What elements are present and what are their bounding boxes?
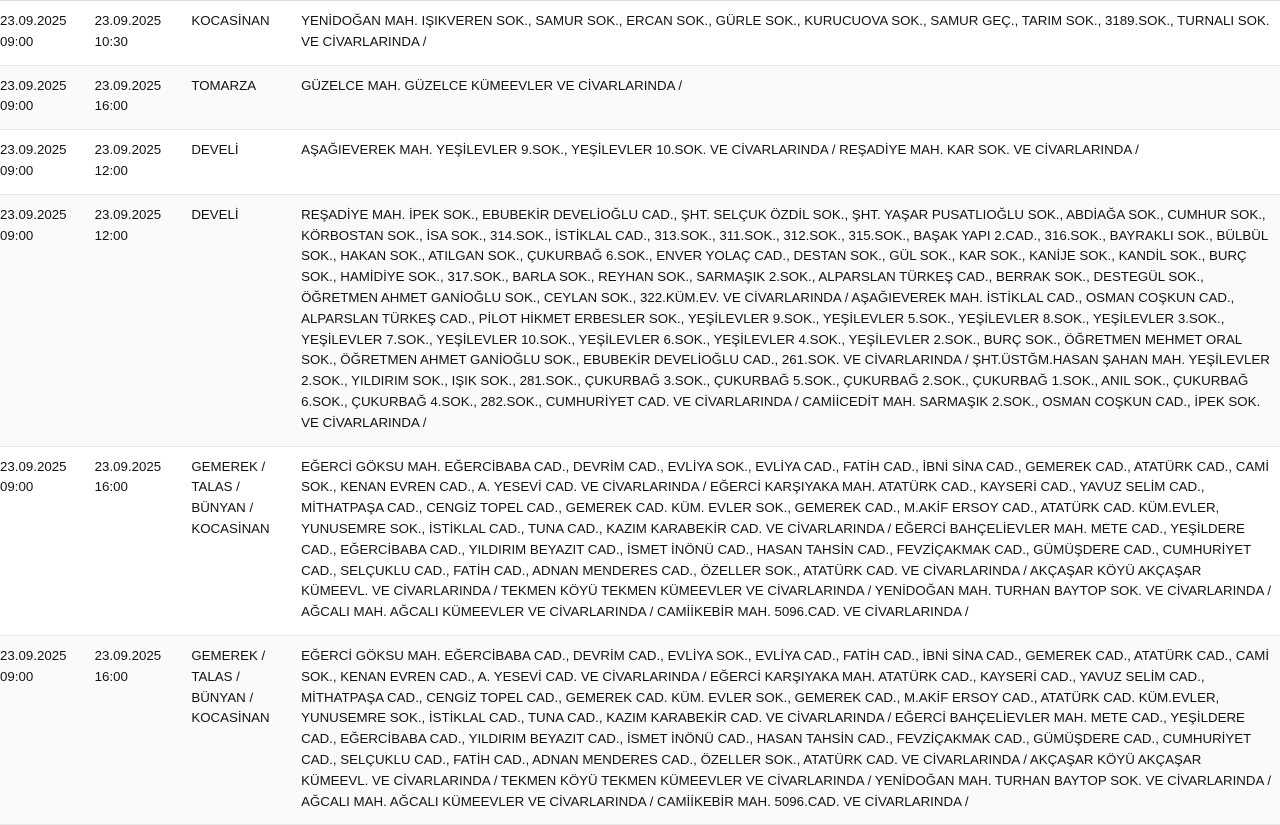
start-date: 23.09.2025 (0, 647, 67, 663)
cell-affected-areas (301, 65, 1280, 130)
table-row[interactable] (0, 1, 1280, 66)
start-date: 23.09.2025 (0, 13, 67, 28)
start-time: 09:00 (0, 98, 34, 114)
cell-start-datetime (0, 194, 95, 446)
affected-areas-text: YENİDOĞAN MAH. IŞIKVEREN SOK., SAMUR SOK., ERCAN SOK., GÜRLE SOK., KURUCUOVA SOK., SAMUR GEÇ., TARIM SOK., 3189.SOK., TURNALI SOK. VE CİVARLARINDA / (301, 13, 1270, 49)
cell-end-datetime (95, 1, 192, 66)
cell-start-datetime (0, 130, 95, 195)
cell-end-datetime (95, 194, 192, 446)
cell-affected-areas (301, 194, 1280, 446)
table-row[interactable] (0, 130, 1280, 195)
start-time: 09:00 (0, 162, 34, 178)
cell-district (191, 635, 301, 824)
end-date: 23.09.2025 (94, 206, 162, 222)
cell-district (191, 194, 301, 446)
end-date: 23.09.2025 (94, 647, 162, 663)
cell-affected-areas (301, 446, 1280, 635)
affected-areas-text: REŞADİYE MAH. İPEK SOK., EBUBEKİR DEVELİOĞLU CAD., ŞHT. SELÇUK ÖZDİL SOK., ŞHT. YAŞAR PUSATLIOĞLU SOK., ABDİAĞA SOK., CUMHUR SOK., KÖRBOSTAN SOK., İSA SOK., 314.SOK., İSTİKLAL CAD., 313.SOK., 311.SOK., 312.SOK., 315.SOK., BAŞAK YAPI 2.CAD., 316.SOK., BAYRAKLI SOK., BÜLBÜL SOK., HAKAN SOK., ATILGAN SOK., ÇUKURBAĞ 6.SOK., ENVER YOLAÇ CAD., DESTAN SOK., GÜL SOK., KAR SOK., KANİJE SOK., KANDİL SOK., BURÇ SOK., HAMİDİYE SOK., 317.SOK., BARLA SOK., REYHAN SOK., SARMAŞIK 2.SOK., ALPARSLAN TÜRKEŞ CAD., BERRAK SOK., DESTEGÜL SOK., ÖĞRETMEN AHMET GANİOĞLU SOK., CEYLAN SOK., 322.KÜM.EV. VE CİVARLARINDA / AŞAĞIEVEREK MAH. İSTİKLAL CAD., OSMAN COŞKUN CAD., ALPARSLAN TÜRKEŞ CAD., PİLOT HİKMET ERBESLER SOK., YEŞİLEVLER 9.SOK., YEŞİLEVLER 5.SOK., YEŞİLEVLER 8.SOK., YEŞİLEVLER 3.SOK., YEŞİLEVLER 7.SOK., YEŞİLEVLER 10.SOK., YEŞİLEVLER 6.SOK., YEŞİLEVLER 4.SOK., YEŞİLEVLER 2.SOK., BURÇ SOK., ÖĞRETMEN MEHMET ORAL SOK., ÖĞRETMEN AHMET GANİOĞLU SOK., EBUBEKİR DEVELİOĞLU CAD., 261.SOK. VE CİVARLARINDA / ŞHT.ÜSTĞM.HASAN ŞAHAN MAH. YEŞİLEVLER 2.SOK., YILDIRIM SOK., IŞIK SOK., 281.SOK., ÇUKURBAĞ 3.SOK., ÇUKURBAĞ 5.SOK., ÇUKURBAĞ 2.SOK., ÇUKURBAĞ 1.SOK., ANIL SOK., ÇUKURBAĞ 6.SOK., ÇUKURBAĞ 4.SOK., 282.SOK., CUMHURİYET CAD. VE CİVARLARINDA / CAMİİCEDİT MAH. SARMAŞIK 2.SOK., OSMAN COŞKUN CAD., İPEK SOK. VE CİVARLARINDA / (301, 206, 1270, 430)
district-name: TOMARZA (191, 77, 257, 93)
cell-end-datetime (95, 65, 192, 130)
cell-start-datetime (0, 446, 95, 635)
table-row[interactable] (0, 65, 1280, 130)
cell-district (191, 1, 301, 66)
affected-areas-text: EĞERCİ GÖKSU MAH. EĞERCİBABA CAD., DEVRİM CAD., EVLİYA SOK., EVLİYA CAD., FATİH CAD., İBNİ SİNA CAD., GEMEREK CAD., ATATÜRK CAD., CAMİ SOK., KENAN EVREN CAD., A. YESEVİ CAD. VE CİVARLARINDA / EĞERCİ KARŞIYAKA MAH. ATATÜRK CAD., KAYSERİ CAD., YAVUZ SELİM CAD., MİTHATPAŞA CAD., CENGİZ TOPEL CAD., GEMEREK CAD. KÜM. EVLER SOK., GEMEREK CAD., M.AKİF ERSOY CAD., ATATÜRK CAD. KÜM.EVLER, YUNUSEMRE SOK., İSTİKLAL CAD., TUNA CAD., KAZIM KARABEKİR CAD. VE CİVARLARINDA / EĞERCİ BAHÇELİEVLER MAH. METE CAD., YEŞİLDERE CAD., EĞERCİBABA CAD., YILDIRIM BEYAZIT CAD., İSMET İNÖNÜ CAD., HASAN TAHSİN CAD., FEVZİÇAKMAK CAD., GÜMÜŞDERE CAD., CUMHURİYET CAD., SELÇUKLU CAD., FATİH CAD., ADNAN MENDERES CAD., ÖZELLER SOK., ATATÜRK CAD. VE CİVARLARINDA / AKÇAŞAR KÖYÜ AKÇAŞAR KÜMEEVL. VE CİVARLARINDA / TEKMEN KÖYÜ TEKMEN KÜMEEVLER VE CİVARLARINDA / YENİDOĞAN MAH. TURHAN BAYTOP SOK. VE CİVARLARINDA / AĞCALI MAH. AĞCALI KÜMEEVLER VE CİVARLARINDA / CAMİİKEBİR MAH. 5096.CAD. VE CİVARLARINDA / (301, 647, 1272, 809)
start-time: 09:00 (0, 33, 34, 49)
district-name: GEMEREK / TALAS / BÜNYAN / KOCASİNAN (191, 458, 270, 536)
start-date: 23.09.2025 (0, 77, 67, 93)
end-time: 16:00 (94, 668, 128, 684)
district-name: DEVELİ (191, 142, 239, 158)
cell-end-datetime (95, 446, 192, 635)
table-row[interactable] (0, 635, 1280, 824)
end-date: 23.09.2025 (94, 458, 162, 474)
start-time: 09:00 (0, 479, 34, 495)
district-name: GEMEREK / TALAS / BÜNYAN / KOCASİNAN (191, 647, 270, 726)
cell-district (191, 130, 301, 195)
district-name: KOCASİNAN (191, 13, 270, 28)
end-time: 12:00 (94, 162, 128, 178)
affected-areas-text: GÜZELCE MAH. GÜZELCE KÜMEEVLER VE CİVARLARINDA / (301, 77, 683, 93)
table-row[interactable] (0, 194, 1280, 446)
table-row[interactable] (0, 446, 1280, 635)
outage-table-body (0, 1, 1280, 825)
end-time: 16:00 (94, 479, 128, 495)
end-date: 23.09.2025 (94, 13, 162, 28)
cell-affected-areas (301, 1, 1280, 66)
end-time: 10:30 (94, 33, 128, 49)
cell-affected-areas (301, 635, 1280, 824)
district-name: DEVELİ (191, 206, 239, 222)
cell-end-datetime (95, 130, 192, 195)
start-time: 09:00 (0, 668, 34, 684)
cell-start-datetime (0, 1, 95, 66)
start-date: 23.09.2025 (0, 458, 67, 474)
affected-areas-text: EĞERCİ GÖKSU MAH. EĞERCİBABA CAD., DEVRİM CAD., EVLİYA SOK., EVLİYA CAD., FATİH CAD., İBNİ SİNA CAD., GEMEREK CAD., ATATÜRK CAD., CAMİ SOK., KENAN EVREN CAD., A. YESEVİ CAD. VE CİVARLARINDA / EĞERCİ KARŞIYAKA MAH. ATATÜRK CAD., KAYSERİ CAD., YAVUZ SELİM CAD., MİTHATPAŞA CAD., CENGİZ TOPEL CAD., GEMEREK CAD. KÜM. EVLER SOK., GEMEREK CAD., M.AKİF ERSOY CAD., ATATÜRK CAD. KÜM.EVLER, YUNUSEMRE SOK., İSTİKLAL CAD., TUNA CAD., KAZIM KARABEKİR CAD. VE CİVARLARINDA / EĞERCİ BAHÇELİEVLER MAH. METE CAD., YEŞİLDERE CAD., EĞERCİBABA CAD., YILDIRIM BEYAZIT CAD., İSMET İNÖNÜ CAD., HASAN TAHSİN CAD., FEVZİÇAKMAK CAD., GÜMÜŞDERE CAD., CUMHURİYET CAD., SELÇUKLU CAD., FATİH CAD., ADNAN MENDERES CAD., ÖZELLER SOK., ATATÜRK CAD. VE CİVARLARINDA / AKÇAŞAR KÖYÜ AKÇAŞAR KÜMEEVL. VE CİVARLARINDA / TEKMEN KÖYÜ TEKMEN KÜMEEVLER VE CİVARLARINDA / YENİDOĞAN MAH. TURHAN BAYTOP SOK. VE CİVARLARINDA / AĞCALI MAH. AĞCALI KÜMEEVLER VE CİVARLARINDA / CAMİİKEBİR MAH. 5096.CAD. VE CİVARLARINDA / (301, 458, 1272, 620)
end-time: 12:00 (94, 227, 128, 243)
end-date: 23.09.2025 (94, 77, 162, 93)
cell-end-datetime (95, 635, 192, 824)
cell-start-datetime (0, 65, 95, 130)
cell-start-datetime (0, 635, 95, 824)
start-date: 23.09.2025 (0, 206, 67, 222)
affected-areas-text: AŞAĞIEVEREK MAH. YEŞİLEVLER 9.SOK., YEŞİLEVLER 10.SOK. VE CİVARLARINDA / REŞADİYE MAH. KAR SOK. VE CİVARLARINDA / (301, 142, 1139, 158)
end-date: 23.09.2025 (94, 142, 162, 158)
end-time: 16:00 (94, 98, 128, 114)
cell-district (191, 65, 301, 130)
cell-affected-areas (301, 130, 1280, 195)
cell-district (191, 446, 301, 635)
start-time: 09:00 (0, 227, 34, 243)
start-date: 23.09.2025 (0, 142, 67, 158)
